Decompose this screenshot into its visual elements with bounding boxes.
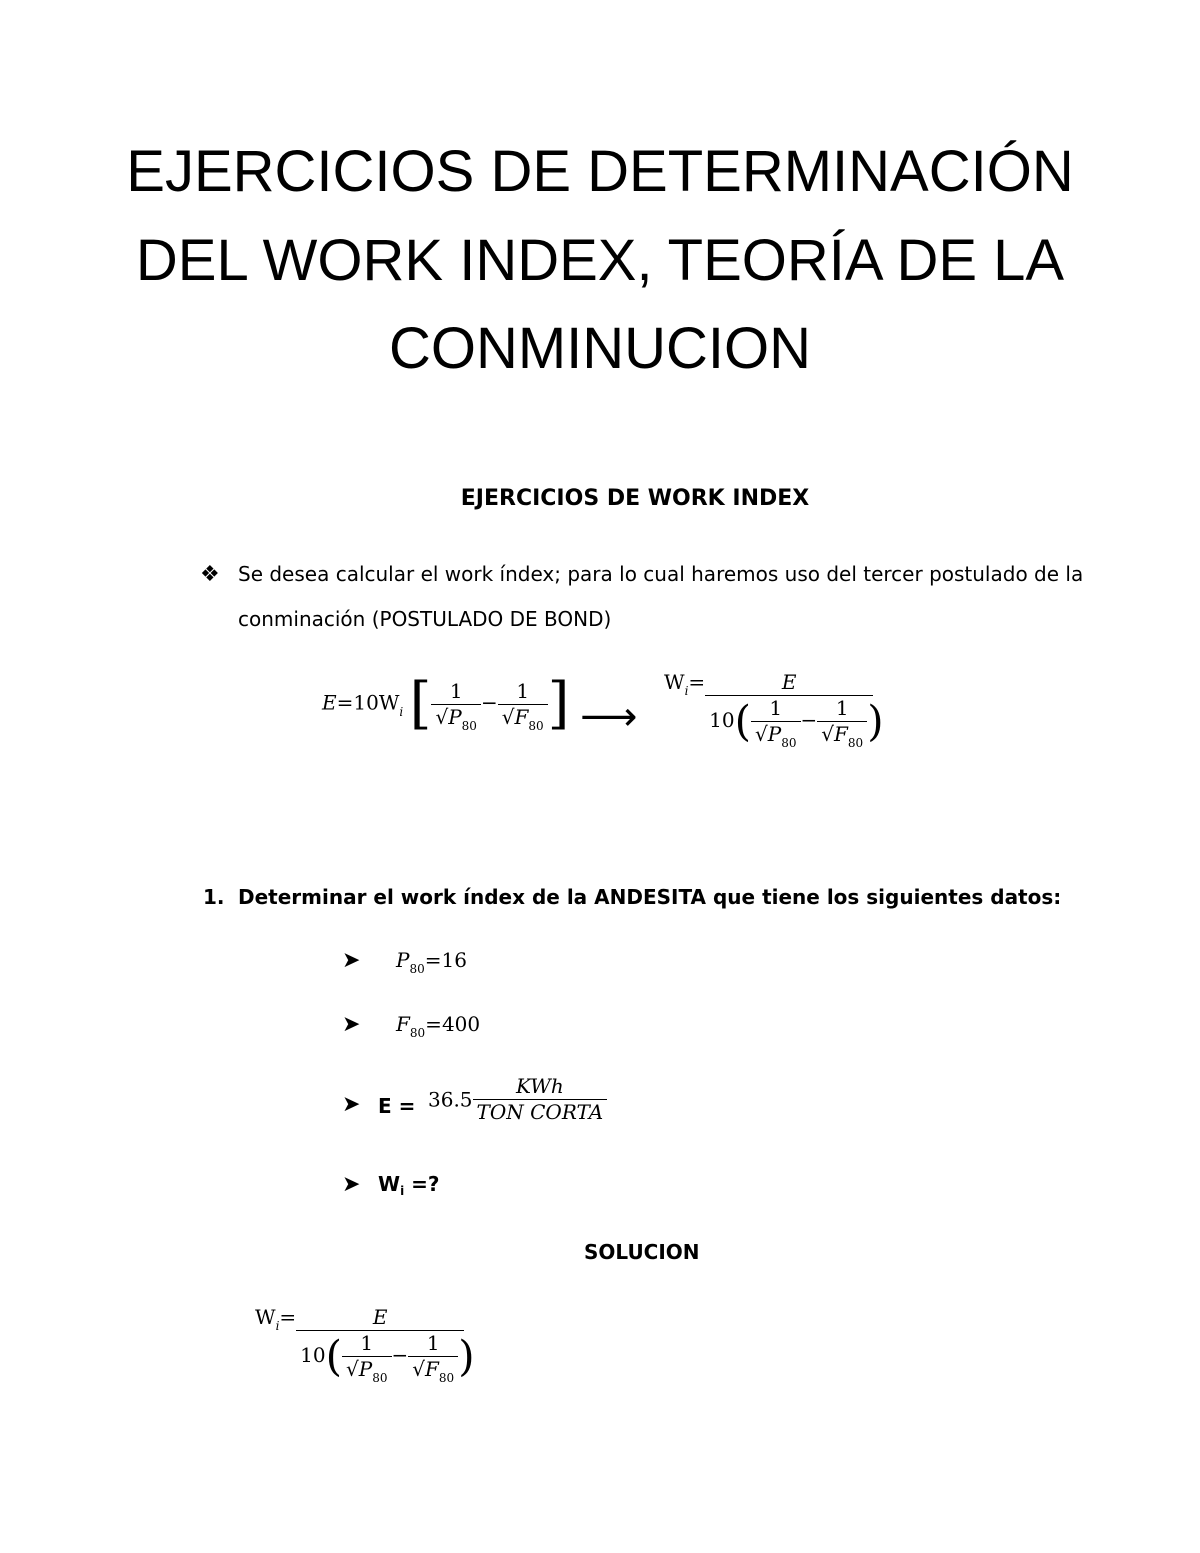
intro-line-1: Se desea calcular el work índex; para lo cual haremos uso del tercer postulado de la	[238, 562, 1084, 586]
title-line-1: EJERCICIOS DE DETERMINACIÓN	[126, 139, 1074, 204]
fraction-p80: $\frac{1}{√P_{80}}$	[431, 679, 481, 730]
diamond-bullet-icon: ❖	[200, 562, 220, 587]
chevron-bullet-icon: ➤	[342, 1172, 361, 1197]
chevron-bullet-icon: ➤	[342, 1012, 361, 1037]
f80-value: 400	[441, 1012, 481, 1036]
intro-line-2: conminación (POSTULADO DE BOND)	[238, 607, 612, 631]
formula-minus: −	[480, 690, 498, 715]
chevron-bullet-icon: ➤	[342, 1092, 361, 1117]
bond-formula-energy: $E=10W_i$ [ $\frac{1}{√P_{80}}$ − $\frac{1}{√F_{80}}$ ]	[322, 671, 570, 736]
title-line-3: CONMINUCION	[388, 316, 812, 381]
exercise-number: 1.	[203, 885, 225, 909]
right-arrow-icon: ⟶	[580, 694, 638, 740]
title-line-2: DEL WORK INDEX, TEORÍA DE LA	[135, 228, 1065, 293]
data-e-label: E =	[378, 1094, 416, 1118]
data-wi: $W_i$ =?	[378, 1172, 440, 1198]
p80-value: 16	[441, 948, 467, 972]
section-heading: EJERCICIOS DE WORK INDEX	[460, 486, 810, 511]
formula-symbol-e: E	[322, 690, 337, 715]
formula-equals: =	[336, 690, 354, 715]
data-p80: $P_{80}=16$	[396, 948, 467, 976]
exercise-statement: Determinar el work índex de la ANDESITA que tiene los siguientes datos:	[238, 885, 1062, 909]
bond-formula-work-index: $W_i=$ E 10( $\frac{1}{√P_{80}}$ − $\frac{1}{√F_{80}}$ )	[664, 670, 884, 750]
fraction-f80: $\frac{1}{√F_{80}}$	[498, 679, 548, 730]
data-e-value: 36.5 $\frac{\text{KWh}}{\text{TON CORTA}}$	[428, 1074, 607, 1125]
formula-ten: 10	[353, 690, 379, 715]
formula-sub-i: i	[399, 704, 404, 719]
solution-heading: SOLUCION	[584, 1240, 700, 1264]
chevron-bullet-icon: ➤	[342, 948, 361, 973]
formula-symbol-w: W	[378, 690, 400, 715]
solution-formula-work-index: $W_i=$ E 10( $\frac{1}{√P_{80}}$ − $\frac{1}{√F_{80}}$ )	[255, 1305, 475, 1385]
data-f80: $F_{80}=400$	[396, 1012, 481, 1040]
